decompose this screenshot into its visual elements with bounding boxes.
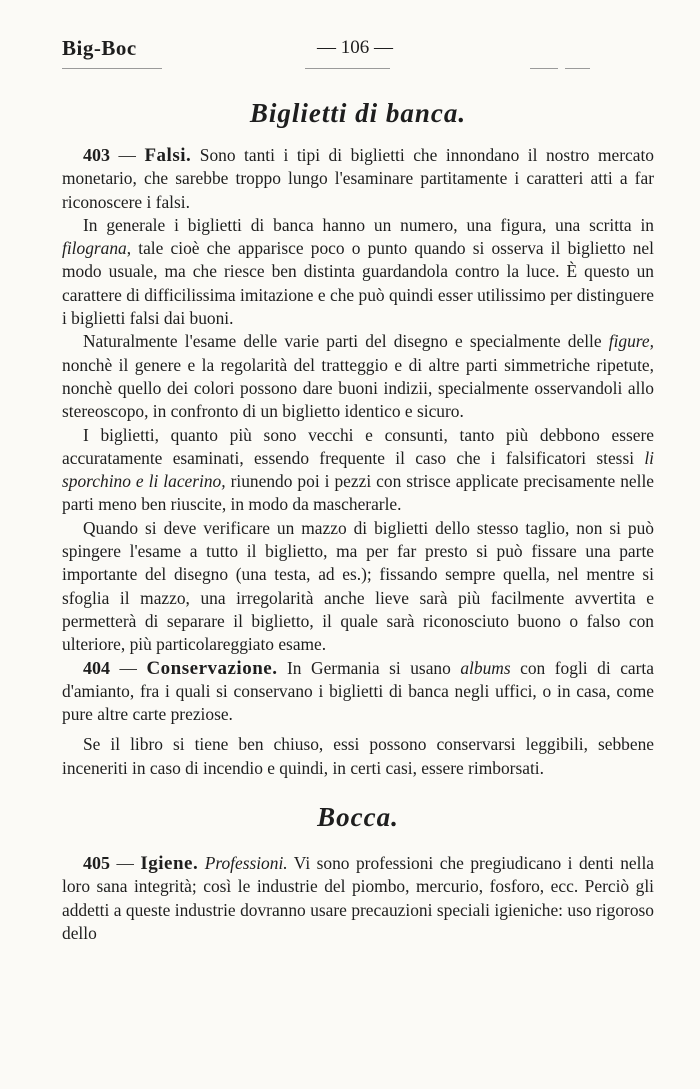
entry-403-paragraph-5: Quando si deve verificare un mazzo di biglietti dello stesso taglio, non si può spingere l'esame a tutto il biglietto, ma per far presto si può fissare una parte importante del disegno (una testa, ad es.); fissando sempre quella, nel mentre si sfoglia il mazzo, una irregolarità anche lieve sarà più facilmente avvertita e permetterà di separare il biglietto, il quale sarà riconosciuto buono o falso con ulteriore, più particolareggiato esame.: [62, 517, 654, 655]
header-rule: [565, 68, 590, 69]
paragraph-text: con fogli di carta d'amianto, fra i quali si conservano i biglietti di banca negli uffici, o in casa, come pure altre carte preziose.: [62, 657, 654, 725]
entry-title: Conservazione.: [146, 657, 278, 679]
paragraph-text: Naturalmente l'esame delle varie parti del disegno e specialmente delle: [83, 331, 609, 352]
paragraph-text: , tale cioè che apparisce poco o punto quando si osserva il biglietto nel modo usuale, ma che riesce ben distinta guardandola contro la luce. È questo un carattere di difficilissima imitazione e che può quindi esser utilissimo per distinguere i biglietti falsi dai buoni.: [62, 238, 654, 329]
entry-title: Falsi.: [144, 145, 192, 166]
header-rule: [305, 68, 390, 69]
paragraph-text: In generale i biglietti di banca hanno un numero, una figura, una scritta in: [83, 214, 654, 235]
paragraph-text: Sono tanti i tipi di biglietti che innondano il nostro mercato monetario, che sarebbe troppo lungo l'esaminare partitamente i caratteri atti a far riconoscere i falsi.: [62, 145, 654, 212]
italic-term: figure,: [608, 331, 654, 352]
section-title-biglietti: Biglietti di banca.: [249, 98, 467, 128]
entry-403-paragraph-2: [62, 214, 654, 330]
page-number: — 106 —: [317, 37, 393, 58]
italic-term: albums: [460, 657, 511, 678]
italic-term: li sporchino e li lacerino,: [62, 447, 654, 492]
entry-number: 404: [83, 657, 110, 678]
paragraph-text: riunendo poi i pezzi con strisce applicate precisamente nelle parti meno ben riuscite, in modo da mascherarle.: [62, 471, 654, 515]
entry-dash: —: [110, 853, 141, 874]
header-rule: [62, 68, 162, 69]
paragraph-text: Vi sono professioni che pregiudicano i denti nella loro sana integrità; così le industrie del piombo, mercurio, fosforo, ecc. Perciò gli addetti a queste industrie dovranno usare precauzioni speciali igieniche: uso rigoroso dello: [62, 853, 654, 943]
entry-405-paragraph-1: [62, 852, 654, 945]
entry-title: Igiene.: [140, 853, 199, 875]
entry-number: 405: [83, 853, 110, 874]
running-header: [62, 36, 652, 66]
entry-403-paragraph-3: [62, 330, 654, 423]
header-keyword: Big-Boc: [62, 36, 137, 60]
entry-403-paragraph-1: [62, 144, 654, 214]
entry-403-paragraph-4: [62, 424, 654, 517]
italic-term: Professioni.: [198, 853, 288, 874]
header-rule: [530, 68, 558, 69]
page-body: [62, 96, 654, 945]
entry-404-paragraph-1: [62, 657, 654, 727]
section-title-bocca: Bocca.: [317, 802, 399, 833]
italic-term: filograna: [62, 238, 127, 259]
entry-dash: —: [110, 657, 147, 678]
paragraph-text: nonchè il genere e la regolarità del tratteggio e di altre parti simmetriche ripetute, nonchè quello dei colori possono dare buoni indizii, specialmente osservandoli allo stereoscopo, in confronto di un biglietto identico e sicuro.: [62, 354, 654, 422]
entry-dash: —: [110, 145, 145, 165]
paragraph-gap: [62, 726, 654, 733]
paragraph-text: I biglietti, quanto più sono vecchi e consunti, tanto più debbono essere accuratamente esaminati, essendo frequente il caso che i falsificatori stessi: [62, 424, 654, 468]
paragraph-text: In Germania si usano: [277, 657, 461, 678]
entry-404-paragraph-2: Se il libro si tiene ben chiuso, essi possono conservarsi leggibili, sebbene inceneriti in caso di incendio e quindi, in certi casi, essere rimborsati.: [62, 734, 654, 778]
entry-number: 403: [83, 145, 110, 165]
